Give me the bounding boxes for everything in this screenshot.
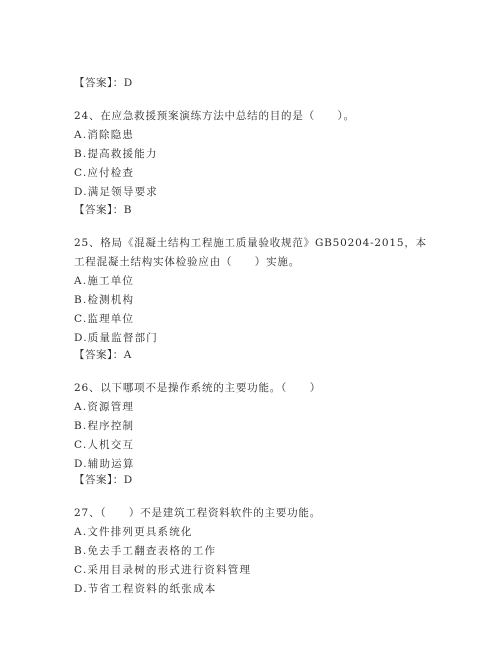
option-c: C.应付检查 xyxy=(74,167,135,179)
question-block-24 xyxy=(74,74,434,202)
option-b: B.提高救援能力 xyxy=(74,148,158,160)
question-block-25 xyxy=(74,201,434,348)
question-block-26 xyxy=(74,346,434,474)
question-block-27 xyxy=(74,471,434,599)
option-b: B.免去手工翻查表格的工作 xyxy=(74,545,217,557)
answer-label: 【答案】：D xyxy=(74,474,133,486)
option-d: D.辅助运算 xyxy=(74,458,135,470)
option-a: A.施工单位 xyxy=(74,275,135,287)
question-text: 25、格局《混凝土结构工程施工质量验收规范》GB50204-2015，本工程混凝土结构实体检验应由（ ）实施。 xyxy=(74,237,427,268)
option-d: D.满足领导要求 xyxy=(74,186,158,198)
option-b: B.检测机构 xyxy=(74,294,135,306)
answer-label: 【答案】：B xyxy=(74,204,132,216)
option-b: B.程序控制 xyxy=(74,420,135,432)
option-a: A.文件排列更具系统化 xyxy=(74,526,193,538)
option-c: C.监理单位 xyxy=(74,313,135,325)
question-text: 27、（ ）不是建筑工程资料软件的主要功能。 xyxy=(74,507,322,519)
option-c: C.采用目录树的形式进行资料管理 xyxy=(74,564,252,576)
option-d: D.质量监督部门 xyxy=(74,332,158,344)
question-text: 26、以下哪项不是操作系统的主要功能。（ ） xyxy=(74,382,322,394)
option-d: D.节省工程资料的纸张成本 xyxy=(74,583,217,595)
answer-label: 【答案】：A xyxy=(74,349,132,361)
option-c: C.人机交互 xyxy=(74,439,135,451)
option-a: A.资源管理 xyxy=(74,401,135,413)
question-text: 24、在应急救援预案演练方法中总结的目的是（ ）。 xyxy=(74,110,355,122)
answer-label: 【答案】：D xyxy=(74,77,133,89)
option-a: A.消除隐患 xyxy=(74,129,135,141)
